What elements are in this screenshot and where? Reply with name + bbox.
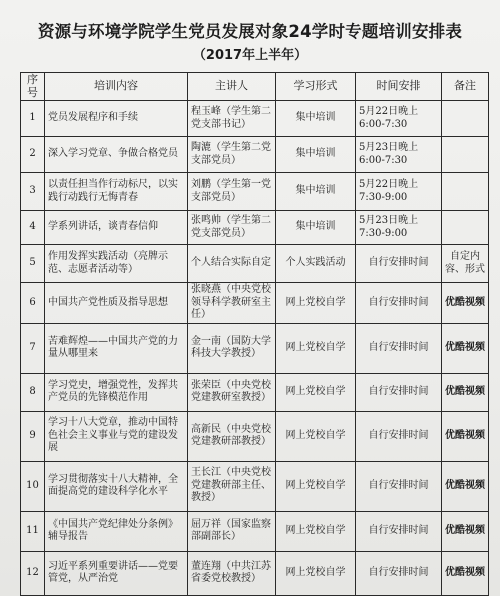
- row-no: 9: [21, 411, 45, 461]
- row-time: 自行安排时间: [356, 461, 442, 511]
- row-note: 优酷视频: [442, 373, 489, 411]
- row-note: [442, 137, 489, 173]
- row-note: [442, 173, 489, 211]
- row-form: 网上党校自学: [276, 461, 356, 511]
- row-note: 优酷视频: [442, 511, 489, 551]
- row-speaker: 程玉峰（学生第二党支部书记）: [188, 101, 276, 137]
- header-speaker: 主讲人: [188, 73, 276, 101]
- row-content: 学系列讲话，谈青春信仰: [45, 211, 188, 245]
- header-form: 学习形式: [276, 73, 356, 101]
- row-note: 优酷视频: [442, 283, 489, 324]
- row-form: 网上党校自学: [276, 283, 356, 324]
- row-content: 以责任担当作行动标尺，以实践行动践行无悔青春: [45, 173, 188, 211]
- document-title: 资源与环境学院学生党员发展对象24学时专题培训安排表: [37, 22, 463, 41]
- row-note: 自定内容、形式: [442, 245, 489, 283]
- row-content: 中国共产党性质及指导思想: [45, 283, 188, 324]
- row-time: 5月23日晚上6:00-7:30: [356, 137, 442, 173]
- row-speaker: 陶漉（学生第二党支部党员）: [188, 137, 276, 173]
- row-note: [442, 211, 489, 245]
- row-no: 5: [21, 245, 45, 283]
- table-row: [21, 411, 489, 461]
- row-time: 5月23日晚上7:30-9:00: [356, 211, 442, 245]
- table-row: [21, 461, 489, 511]
- row-note: [442, 101, 489, 137]
- row-content: 作用发挥实践活动（亮牌示范、志愿者活动等）: [45, 245, 188, 283]
- row-content: 学习贯彻落实十八大精神，全面提高党的建设科学化水平: [45, 461, 188, 511]
- row-note: 优酷视频: [442, 411, 489, 461]
- row-speaker: 个人结合实际自定: [188, 245, 276, 283]
- table-header-row: [21, 73, 489, 101]
- table-row: [21, 283, 489, 324]
- row-form: 集中培训: [276, 173, 356, 211]
- row-form: 集中培训: [276, 137, 356, 173]
- row-speaker: 王长江（中央党校党建教研部主任、教授）: [188, 461, 276, 511]
- row-form: 网上党校自学: [276, 373, 356, 411]
- row-time: 5月22日晚上7:30-9:00: [356, 173, 442, 211]
- row-speaker: 张鸣帅（学生第二党支部党员）: [188, 211, 276, 245]
- table-row: [21, 245, 489, 283]
- row-time: 5月22日晚上6:00-7:30: [356, 101, 442, 137]
- row-time: 自行安排时间: [356, 283, 442, 324]
- header-time: 时间安排: [356, 73, 442, 101]
- row-speaker: 张晓燕（中央党校领导科学教研室主任）: [188, 283, 276, 324]
- row-content: 习近平系列重要讲话——党要管党，从严治党: [45, 551, 188, 595]
- row-form: 网上党校自学: [276, 323, 356, 373]
- row-content: 党员发展程序和手续: [45, 101, 188, 137]
- table-row: [21, 551, 489, 595]
- row-no: 2: [21, 137, 45, 173]
- row-no: 7: [21, 323, 45, 373]
- row-form: 网上党校自学: [276, 511, 356, 551]
- row-time: 自行安排时间: [356, 373, 442, 411]
- table-row: [21, 137, 489, 173]
- row-no: 4: [21, 211, 45, 245]
- row-no: 10: [21, 461, 45, 511]
- row-form: 网上党校自学: [276, 551, 356, 595]
- row-no: 3: [21, 173, 45, 211]
- row-speaker: 金一南（国防大学科技大学教授）: [188, 323, 276, 373]
- training-schedule-table: [20, 72, 489, 596]
- row-content: 学习十八大党章，推动中国特色社会主义事业与党的建设发展: [45, 411, 188, 461]
- row-time: 自行安排时间: [356, 323, 442, 373]
- row-note: 优酷视频: [442, 323, 489, 373]
- row-content: 苦难辉煌——中国共产党的力量从哪里来: [45, 323, 188, 373]
- header-no: 序号: [21, 73, 45, 101]
- row-form: 个人实践活动: [276, 245, 356, 283]
- row-no: 12: [21, 551, 45, 595]
- document-subtitle: （2017年上半年）: [192, 48, 308, 63]
- row-form: 网上党校自学: [276, 411, 356, 461]
- table-row: [21, 211, 489, 245]
- table-row: [21, 173, 489, 211]
- row-content: 《中国共产党纪律处分条例》辅导报告: [45, 511, 188, 551]
- row-speaker: 屈万祥（国家监察部副部长）: [188, 511, 276, 551]
- row-no: 8: [21, 373, 45, 411]
- row-speaker: 董连翔（中共江苏省委党校教授）: [188, 551, 276, 595]
- row-time: 自行安排时间: [356, 411, 442, 461]
- row-speaker: 张荣臣（中央党校党建教研室教授）: [188, 373, 276, 411]
- header-content: 培训内容: [45, 73, 188, 101]
- row-no: 6: [21, 283, 45, 324]
- row-no: 1: [21, 101, 45, 137]
- row-form: 集中培训: [276, 211, 356, 245]
- table-row: [21, 511, 489, 551]
- header-note: 备注: [442, 73, 489, 101]
- row-speaker: 刘鹏（学生第一党支部党员）: [188, 173, 276, 211]
- table-row: [21, 101, 489, 137]
- row-time: 自行安排时间: [356, 551, 442, 595]
- row-time: 自行安排时间: [356, 245, 442, 283]
- row-time: 自行安排时间: [356, 511, 442, 551]
- row-note: 优酷视频: [442, 551, 489, 595]
- row-content: 深入学习党章、争做合格党员: [45, 137, 188, 173]
- row-note: 优酷视频: [442, 461, 489, 511]
- table-row: [21, 323, 489, 373]
- row-speaker: 高新民（中央党校党建教研部教授）: [188, 411, 276, 461]
- row-content: 学习党史，增强党性，发挥共产党员的先锋模范作用: [45, 373, 188, 411]
- table-row: [21, 373, 489, 411]
- row-no: 11: [21, 511, 45, 551]
- row-form: 集中培训: [276, 101, 356, 137]
